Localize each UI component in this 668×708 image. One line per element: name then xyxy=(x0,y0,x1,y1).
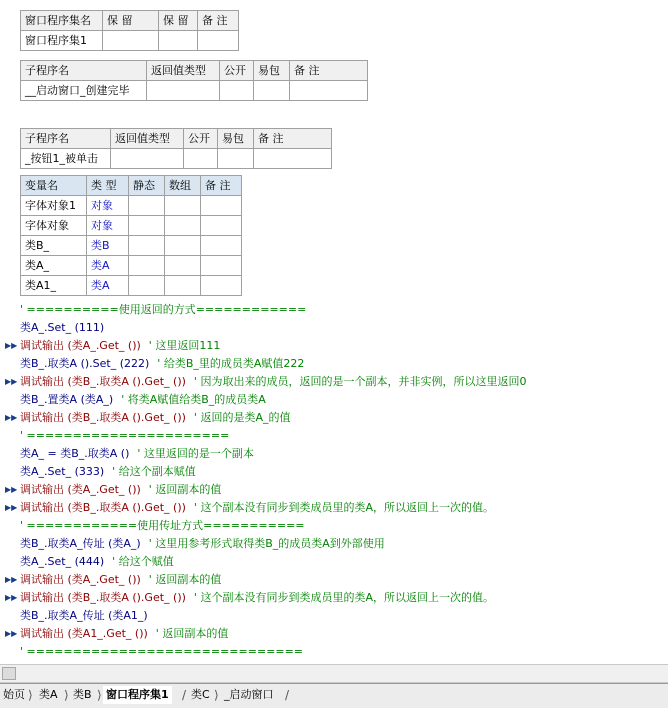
code-text xyxy=(20,427,229,445)
var-type-header: 类 型 xyxy=(87,176,129,196)
remark-cell[interactable] xyxy=(290,81,368,101)
assembly-name-header: 窗口程序集名 xyxy=(21,11,103,31)
array-cell[interactable] xyxy=(165,196,201,216)
code-statement: 调试输出 (类A_.Get_ ()) xyxy=(20,339,141,352)
var-name-cell[interactable]: 字体对象1 xyxy=(21,196,87,216)
code-text xyxy=(20,625,228,643)
code-comment: ' 这里用参考形式取得类B_的成员类A到外部使用 xyxy=(148,537,385,550)
code-statement: 类A_ = 类B_.取类A () xyxy=(20,447,130,460)
remark-header: 备 注 xyxy=(254,129,332,149)
code-statement: 类B_.置类A (类A_) xyxy=(20,393,114,406)
return-type-cell[interactable] xyxy=(147,81,220,101)
var-name-cell[interactable]: 类A1_ xyxy=(21,276,87,296)
remark-cell[interactable] xyxy=(198,31,239,51)
code-statement: 调试输出 (类A1_.Get_ ()) xyxy=(20,627,148,640)
code-comment: ' ====================== xyxy=(20,429,230,442)
tab-separator: ⟩ xyxy=(214,688,219,702)
tab-window-assembly-1[interactable]: 窗口程序集1 xyxy=(103,686,172,704)
reserved-header-2: 保 留 xyxy=(159,11,198,31)
remark-cell[interactable] xyxy=(201,256,242,276)
code-comment: ' 返回副本的值 xyxy=(155,627,229,640)
code-statement: 调试输出 (类B_.取类A ().Get_ ()) xyxy=(20,591,186,604)
tab-separator: / xyxy=(285,688,290,702)
var-name-cell[interactable]: 类A_ xyxy=(21,256,87,276)
code-comment: ' 因为取出来的成员，返回的是一个副本，并非实例，所以这里返回0 xyxy=(193,375,527,388)
code-text xyxy=(20,535,385,553)
code-comment: ' 返回副本的值 xyxy=(148,573,222,586)
epackage-header: 易包 xyxy=(218,129,254,149)
code-text xyxy=(20,607,148,625)
public-header: 公开 xyxy=(184,129,218,149)
var-type-cell[interactable]: 对象 xyxy=(87,216,129,236)
code-statement: 类B_.取类A_传址 (类A_) xyxy=(20,537,141,550)
code-text xyxy=(20,337,220,355)
code-statement: 类A_.Set_ (111) xyxy=(20,321,105,334)
public-cell[interactable] xyxy=(220,81,254,101)
code-statement: 类A_.Set_ (444) xyxy=(20,555,105,568)
epackage-cell[interactable] xyxy=(218,149,254,169)
epackage-cell[interactable] xyxy=(254,81,290,101)
tab-start-page[interactable]: 始页 xyxy=(3,688,25,701)
remark-header: 备 注 xyxy=(198,11,239,31)
array-cell[interactable] xyxy=(165,236,201,256)
expand-arrow-icon[interactable]: ▶▶ xyxy=(5,485,18,494)
epackage-header: 易包 xyxy=(254,61,290,81)
code-comment: ' 给这个赋值 xyxy=(112,555,174,568)
table-row[interactable] xyxy=(21,256,242,276)
expand-arrow-icon[interactable]: ▶▶ xyxy=(5,377,18,386)
static-header: 静态 xyxy=(129,176,165,196)
tab-separator: / xyxy=(182,688,187,702)
code-text xyxy=(20,463,196,481)
code-text xyxy=(20,319,104,337)
return-type-cell[interactable] xyxy=(111,149,184,169)
code-comment: ' ==========使用返回的方式============ xyxy=(20,303,307,316)
code-text xyxy=(20,499,494,517)
return-type-header: 返回值类型 xyxy=(111,129,184,149)
table-row[interactable] xyxy=(21,236,242,256)
subroutine-table-2 xyxy=(20,128,332,169)
static-cell[interactable] xyxy=(129,276,165,296)
array-cell[interactable] xyxy=(165,216,201,236)
code-comment: ' ============================== xyxy=(20,645,304,658)
code-statement: 类B_.取类A_传址 (类A1_) xyxy=(20,609,148,622)
static-cell[interactable] xyxy=(129,196,165,216)
remark-cell[interactable] xyxy=(254,149,332,169)
expand-arrow-icon[interactable]: ▶▶ xyxy=(5,341,18,350)
tab-separator: ⟩ xyxy=(64,688,69,702)
code-comment: ' 这个副本没有同步到类成员里的类A，所以返回上一次的值。 xyxy=(193,591,494,604)
static-cell[interactable] xyxy=(129,236,165,256)
table-row[interactable] xyxy=(21,216,242,236)
code-text xyxy=(20,481,221,499)
var-name-cell[interactable]: 类B_ xyxy=(21,236,87,256)
expand-arrow-icon[interactable]: ▶▶ xyxy=(5,575,18,584)
static-cell[interactable] xyxy=(129,256,165,276)
array-cell[interactable] xyxy=(165,276,201,296)
var-type-cell[interactable]: 对象 xyxy=(87,196,129,216)
array-cell[interactable] xyxy=(165,256,201,276)
code-comment: ' 给这个副本赋值 xyxy=(112,465,196,478)
remark-cell[interactable] xyxy=(201,216,242,236)
code-comment: ' 返回的是类A_的值 xyxy=(193,411,291,424)
code-statement: 类A_.Set_ (333) xyxy=(20,465,105,478)
tab-startup-window[interactable]: _启动窗口 xyxy=(224,688,274,701)
expand-arrow-icon[interactable]: ▶▶ xyxy=(5,503,18,512)
expand-arrow-icon[interactable]: ▶▶ xyxy=(5,593,18,602)
expand-arrow-icon[interactable]: ▶▶ xyxy=(5,413,18,422)
code-text xyxy=(20,301,306,319)
code-comment: ' 这个副本没有同步到类成员里的类A，所以返回上一次的值。 xyxy=(193,501,494,514)
table-row[interactable] xyxy=(21,276,242,296)
code-text xyxy=(20,589,494,607)
assembly-name-cell[interactable]: 窗口程序集1 xyxy=(21,31,103,51)
sub-name-header: 子程序名 xyxy=(21,61,147,81)
remark-cell[interactable] xyxy=(201,276,242,296)
code-statement: 调试输出 (类A_.Get_ ()) xyxy=(20,573,141,586)
horizontal-scrollbar[interactable] xyxy=(0,664,668,683)
code-statement: 类B_.取类A ().Set_ (222) xyxy=(20,357,150,370)
code-comment: ' 这里返回111 xyxy=(148,339,221,352)
code-text xyxy=(20,553,174,571)
tab-class-b[interactable]: 类B xyxy=(73,688,92,701)
code-statement: 调试输出 (类B_.取类A ().Get_ ()) xyxy=(20,411,186,424)
expand-arrow-icon[interactable]: ▶▶ xyxy=(5,629,18,638)
var-type-cell[interactable]: 类A xyxy=(87,256,129,276)
sub-name-cell[interactable]: __启动窗口_创建完毕 xyxy=(21,81,147,101)
remark-header: 备 注 xyxy=(201,176,242,196)
reserved-cell-2[interactable] xyxy=(159,31,198,51)
static-cell[interactable] xyxy=(129,216,165,236)
subroutine-table-1 xyxy=(20,60,368,101)
code-text xyxy=(20,571,221,589)
var-type-cell[interactable]: 类B xyxy=(87,236,129,256)
code-comment: ' ============使用传址方式=========== xyxy=(20,519,305,532)
tab-class-a[interactable]: 类A xyxy=(39,688,58,701)
variable-table xyxy=(20,175,242,296)
tab-bar xyxy=(0,683,668,708)
code-comment: ' 这里返回的是一个副本 xyxy=(137,447,254,460)
code-text xyxy=(20,409,290,427)
tab-separator: ⟩ xyxy=(97,688,102,702)
code-comment: ' 将类A赋值给类B_的成员类A xyxy=(121,393,266,406)
remark-cell[interactable] xyxy=(201,236,242,256)
code-text xyxy=(20,643,303,661)
code-text xyxy=(20,355,304,373)
code-statement: 调试输出 (类B_.取类A ().Get_ ()) xyxy=(20,375,186,388)
code-comment: ' 给类B_里的成员类A赋值222 xyxy=(157,357,305,370)
reserved-cell-1[interactable] xyxy=(103,31,159,51)
return-type-header: 返回值类型 xyxy=(147,61,220,81)
code-statement: 调试输出 (类B_.取类A ().Get_ ()) xyxy=(20,501,186,514)
public-header: 公开 xyxy=(220,61,254,81)
sub-name-cell[interactable]: _按钮1_被单击 xyxy=(21,149,111,169)
reserved-header-1: 保 留 xyxy=(103,11,159,31)
tab-separator: ⟩ xyxy=(28,688,33,702)
code-text xyxy=(20,391,266,409)
code-text xyxy=(20,517,305,535)
public-cell[interactable] xyxy=(184,149,218,169)
var-type-cell[interactable]: 类A xyxy=(87,276,129,296)
tab-class-c[interactable]: 类C xyxy=(191,688,210,701)
table-row[interactable] xyxy=(21,196,242,216)
code-statement: 调试输出 (类A_.Get_ ()) xyxy=(20,483,141,496)
assembly-table xyxy=(20,10,239,51)
array-header: 数组 xyxy=(165,176,201,196)
var-name-cell[interactable]: 字体对象 xyxy=(21,216,87,236)
code-comment: ' 返回副本的值 xyxy=(148,483,222,496)
var-name-header: 变量名 xyxy=(21,176,87,196)
scrollbar-thumb[interactable] xyxy=(2,667,16,680)
sub-name-header: 子程序名 xyxy=(21,129,111,149)
remark-header: 备 注 xyxy=(290,61,368,81)
code-text xyxy=(20,445,254,463)
remark-cell[interactable] xyxy=(201,196,242,216)
code-text xyxy=(20,373,526,391)
